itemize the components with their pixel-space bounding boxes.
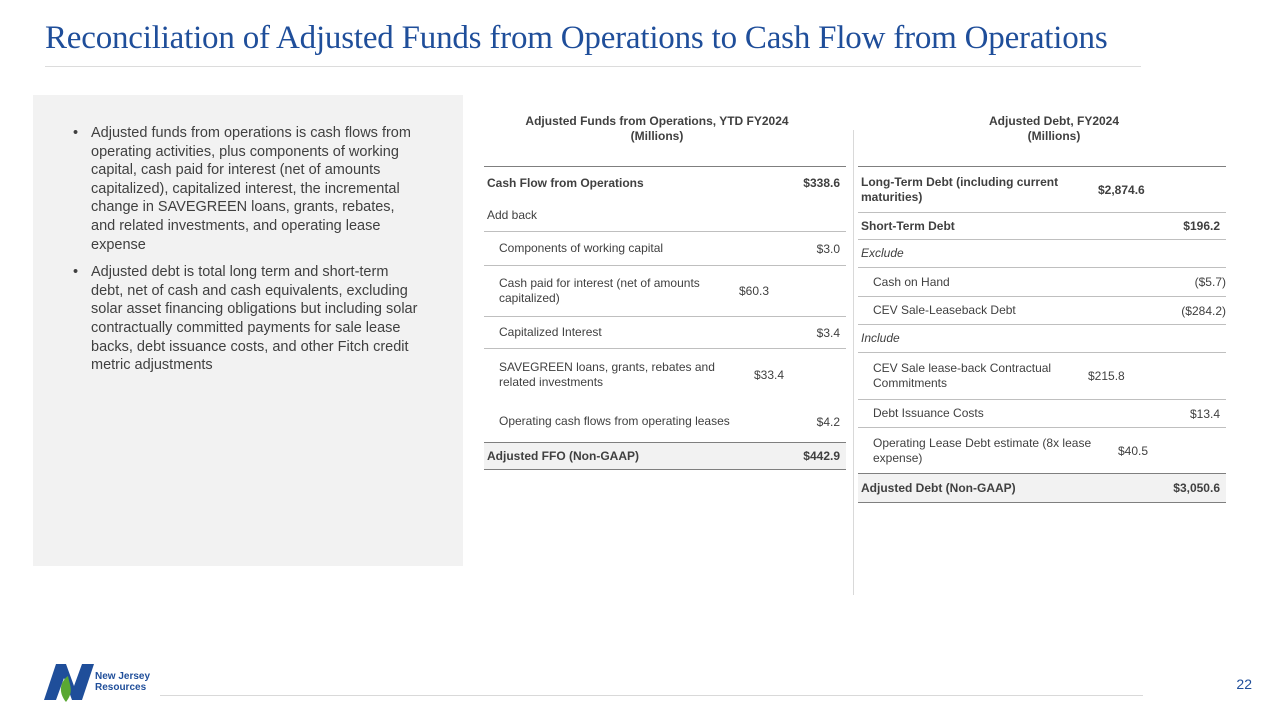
debt-heading-line2: (Millions) — [1027, 129, 1081, 143]
table-rule — [858, 502, 1226, 503]
page-number: 22 — [1236, 676, 1252, 692]
row-value: $196.2 — [1183, 219, 1220, 233]
row-label: Capitalized Interest — [499, 325, 602, 339]
row-label: Adjusted FFO (Non-GAAP) — [487, 448, 639, 463]
table-row — [484, 401, 846, 442]
table-row — [858, 167, 1226, 212]
row-label: Components of working capital — [499, 241, 664, 255]
company-logo — [44, 664, 164, 704]
row-label: Operating Lease Debt estimate (8x lease expense) — [873, 435, 1092, 465]
row-label: SAVEGREEN loans, grants, rebates and related investments — [499, 360, 715, 389]
ffo-heading-line1: Adjusted Funds from Operations, YTD FY2024 — [525, 114, 789, 128]
row-value: $215.8 — [1088, 369, 1125, 383]
row-label: Long-Term Debt (including current maturities) — [861, 174, 1059, 204]
row-value: $13.4 — [1189, 406, 1220, 421]
bullet-text: Adjusted debt is total long term and short-term debt, net of cash and cash equivalents, excluding solar asset financing obligations but including solar contractually committed payments for sale lease backs, debt issuance costs, and other Fitch credit metric adjustments — [91, 264, 418, 374]
row-value: $3.0 — [816, 241, 840, 256]
table-row — [858, 428, 1226, 473]
row-label: Include — [861, 331, 900, 345]
row-label: CEV Sale-Leaseback Debt — [873, 303, 1016, 317]
column-divider — [853, 130, 854, 595]
ffo-table-heading — [484, 114, 830, 144]
title-divider — [45, 66, 1141, 67]
table-row — [484, 199, 846, 231]
debt-heading-line1: Adjusted Debt, FY2024 — [988, 114, 1120, 128]
row-label: Cash Flow from Operations — [487, 175, 644, 190]
row-value: $40.5 — [1118, 443, 1149, 458]
table-row — [858, 325, 1226, 352]
row-value: ($5.7) — [1194, 275, 1226, 289]
row-label: Adjusted Debt (Non-GAAP) — [861, 480, 1016, 495]
nj-logo-mark-icon — [44, 664, 94, 704]
table-rule — [484, 469, 846, 470]
table-row — [858, 297, 1226, 324]
table-row — [484, 349, 846, 401]
footer-divider — [160, 695, 1143, 696]
bullet-list — [70, 124, 420, 384]
row-value: $4.2 — [816, 414, 840, 429]
row-label: CEV Sale lease-back Contractual Commitments — [873, 361, 1052, 390]
row-label: Add back — [487, 207, 538, 222]
logo-line2: Resources — [95, 682, 147, 693]
debt-table — [858, 166, 1226, 503]
table-row — [484, 266, 846, 316]
row-value: $33.4 — [754, 368, 785, 382]
logo-wordmark — [95, 671, 150, 693]
row-label: Exclude — [861, 246, 904, 260]
row-value: ($284.2) — [1181, 303, 1226, 318]
row-value: $442.9 — [803, 449, 840, 463]
bullet-item — [70, 263, 420, 375]
row-value: $2,874.6 — [1098, 182, 1145, 197]
table-row — [858, 240, 1226, 267]
table-row — [858, 268, 1226, 296]
table-total-row — [484, 443, 846, 469]
bullet-marker: • — [73, 125, 79, 141]
table-row — [858, 400, 1226, 427]
row-value: $3.4 — [816, 325, 840, 340]
table-total-row — [858, 474, 1226, 502]
bullet-marker: • — [73, 264, 79, 281]
table-row — [484, 167, 846, 199]
row-label: Cash paid for interest (net of amounts capitalized) — [499, 276, 700, 305]
table-row — [484, 317, 846, 348]
row-label: Debt Issuance Costs — [873, 406, 984, 420]
bullet-item — [70, 124, 420, 254]
row-label: Short-Term Debt — [861, 218, 955, 233]
row-label: Operating cash flows from operating leases — [499, 414, 730, 428]
table-row — [858, 213, 1226, 239]
row-value: $60.3 — [739, 284, 770, 298]
table-row — [484, 232, 846, 265]
table-row — [858, 353, 1226, 399]
slide-title: Reconciliation of Adjusted Funds from Operations to Cash Flow from Operations — [45, 20, 1108, 56]
row-value: $338.6 — [803, 176, 840, 190]
logo-line1: New Jersey — [95, 671, 151, 682]
ffo-table — [484, 166, 846, 470]
bullet-text: Adjusted funds from operations is cash flows from operating activities, plus components of working capital, cash paid for interest (net of amounts capitalized), capitalized interest, the incremental change in SAVEGREEN loans, grants, rebates, and related investments, and operating lease expense — [91, 125, 411, 253]
ffo-heading-line2: (Millions) — [630, 129, 684, 143]
debt-table-heading — [858, 114, 1250, 144]
row-value: $3,050.6 — [1173, 481, 1220, 495]
row-label: Cash on Hand — [873, 274, 950, 289]
